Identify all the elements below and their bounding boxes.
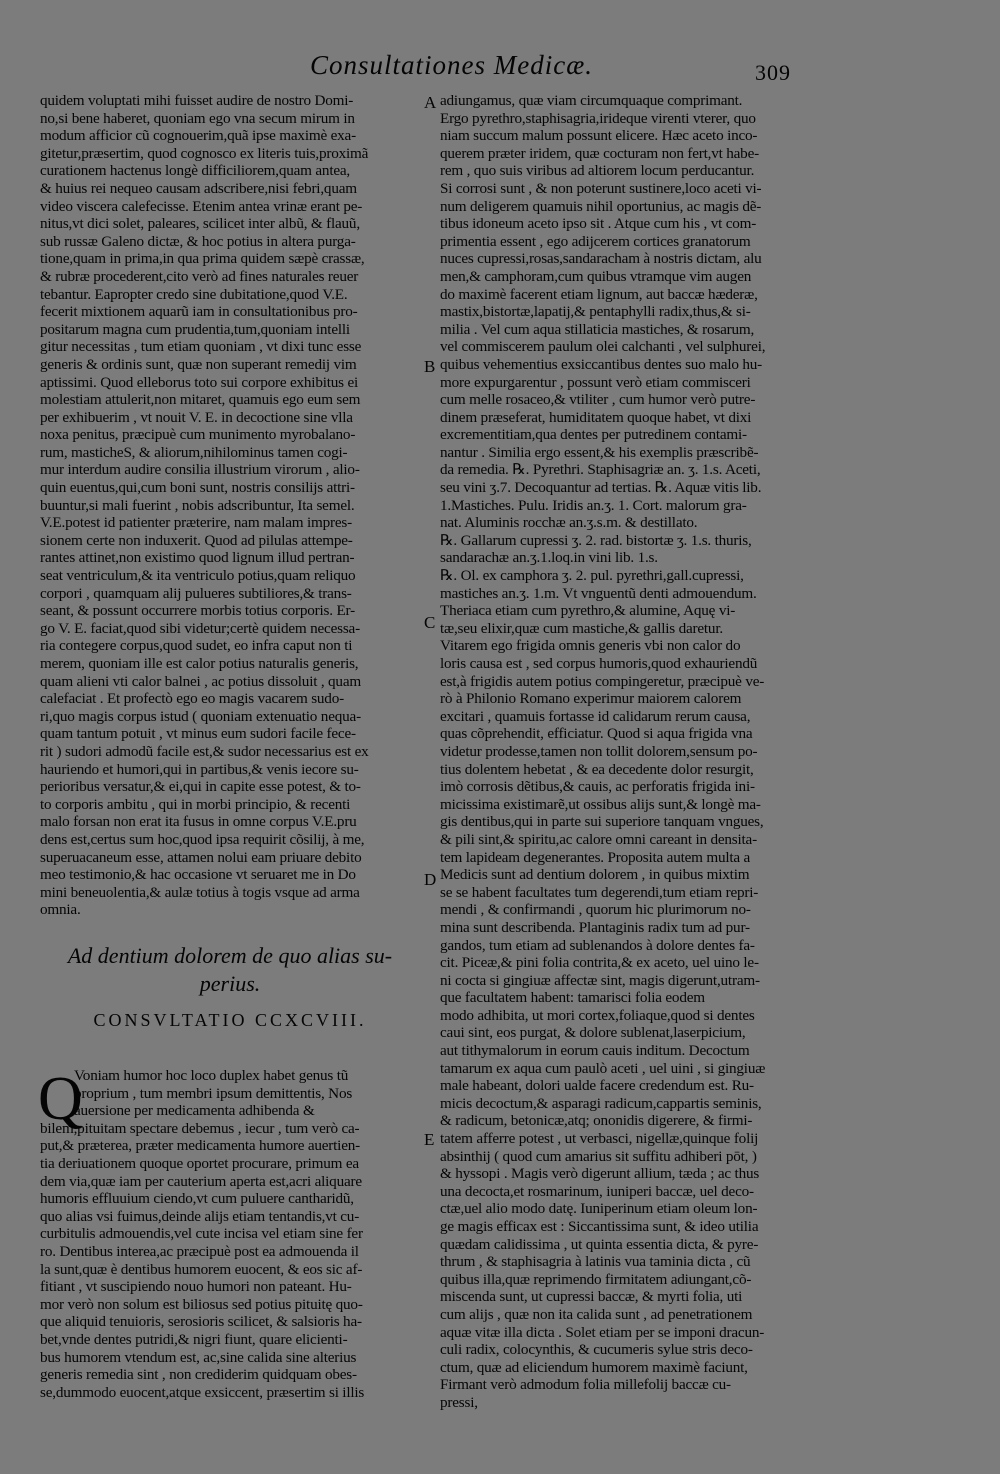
text-line: quidem voluptati mihi fuisset audire de nostro Domi- — [40, 92, 354, 109]
text-line: molestiam attulerit,non mitaret, quamuis ego eum sem — [40, 391, 361, 409]
text-line: tione,quam in prima,in qua prima quidem sæpè crassæ, — [40, 250, 365, 268]
text-line: Ergo pyrethro,staphisagria,irideque virenti vterer, quo — [440, 109, 756, 127]
text-line: ro. Dentibus interea,ac præcipuè post ea admouenda il — [40, 1242, 359, 1260]
right-column-text — [440, 92, 825, 1412]
text-line: micissima existimarẽ,ut ossibus alijs sunt,& longè ma- — [440, 795, 761, 813]
text-line: rantes attinet,non existimo quod lignum illud pertran- — [40, 549, 355, 567]
text-line: nuces cupressi,rosas,sandaracham à nostris dictam, alu — [440, 250, 762, 268]
text-line: aptissimi. Quod elleborus toto sui corpore exhibitus ei — [40, 373, 359, 391]
text-line: fitiant , vt suscipiendo nouo humori non pateant. Hu- — [40, 1278, 352, 1296]
text-line: noxa penitus, præcipuè cum munimento myrobalano- — [40, 426, 356, 444]
text-line: more expurgarentur , possunt verò etiam commisceri — [440, 373, 751, 391]
text-line: tibus idoneum aceto ipso sit . Atque cum his , vt com- — [440, 215, 757, 233]
text-line: excitari , quamuis fortasse id calidarum rerum causa, — [440, 707, 751, 725]
text-line: mur interdum audire consilia illustrium virorum , alio- — [40, 461, 360, 479]
text-line: se,dummodo euocent,atque exsiccent, præsertim si illis — [40, 1383, 365, 1401]
text-line: ℞. Ol. ex camphora ʒ. 2. pul. pyrethri,gall.cupressi, — [440, 567, 744, 585]
text-line: la sunt,quæ è dentibus humorem euocent, & eos sic af- — [40, 1260, 363, 1278]
text-line: Theriaca etiam cum pyrethro,& alumine, Aquę vi- — [440, 602, 736, 620]
text-line: merem, quoniam ille est calor potius naturalis generis, — [40, 655, 359, 672]
text-line: adiungamus, quæ viam circumquaque comprimant. — [440, 92, 743, 109]
text-line: cum melle rosaceo,& vtiliter , cum humor verò putre- — [440, 391, 756, 409]
consultation-heading: CONSVLTATIO CCXCVIII. — [93, 1010, 367, 1030]
text-line: dem via,quæ iam per cauterium aperta est,acri aliquare — [40, 1172, 362, 1190]
text-line: fecerit mixtionem aquarũ iam in consultationibus pro- — [40, 303, 358, 321]
margin-letter-a: A — [424, 93, 437, 112]
text-line: que aliquid tenuioris, serosioris scilicet, & salsioris ha- — [40, 1313, 362, 1331]
text-line: Medicis sunt ad dentium dolorem , in quibus mixtim — [440, 866, 750, 884]
text-line: Firmant verò admodum folia millefolij baccæ cu- — [440, 1376, 731, 1394]
text-line: quo alias vsi fuimus,deinde alijs etiam tentandis,vt cu- — [40, 1207, 360, 1225]
text-line: seant, & possunt occurrere morbis totius corporis. Er- — [40, 602, 355, 620]
text-line: video viscera calefecisse. Etenim antea vrinæ erant pe- — [40, 197, 363, 215]
text-line: & pili sint,& spiritu,ac calore omni careant in densita- — [440, 830, 757, 848]
text-line: quin euentus,qui,cum boni sunt, nostris consilijs attri- — [40, 479, 355, 497]
text-line: curationem hactenus longè difficiliorem,quam antea, — [40, 162, 351, 180]
text-line: rum, masticheS, & aliorum,nihilominus tamen cogi- — [40, 443, 348, 461]
text-line: est,à frigidis autem potius compingeretur, præcipuè ve- — [440, 672, 765, 690]
text-line: se se habent facultates tum degerendi,tum etiam repri- — [440, 883, 759, 901]
text-line: miscenda sunt, ut cupressi baccæ, & myrti folia, uti — [440, 1288, 743, 1306]
text-line: omnia. — [40, 901, 81, 919]
text-line: absinthij ( quod cum amarius sit suffitu adhiberi pōt, ) — [440, 1147, 757, 1165]
text-line: pressi, — [440, 1393, 478, 1411]
text-line: gitetur,præsertim, quod cognosco ex literis tuis,proximã — [40, 144, 369, 162]
drop-cap: Q — [38, 1065, 83, 1133]
text-line: bet,vnde dentes putridi,& nigri fiunt, quare elicienti- — [40, 1330, 348, 1348]
text-line: & hyssopi . Magis verò digerunt allium, tæda ; ac thus — [440, 1165, 760, 1183]
text-line: gis dentibus,qui in parte sui superiore tanquam vngues, — [440, 813, 764, 831]
text-line: male habeant, dolori ualde facere credendum est. Ru- — [440, 1077, 754, 1095]
text-line: mendi , & confirmandi , quorum hic plurimorum no- — [440, 901, 751, 919]
text-line: & huius rei nequeo causam adscribere,nisi febri,quam — [40, 179, 357, 197]
text-line: una decocta,et rosmarinum, iuniperi baccæ, uel deco- — [440, 1182, 754, 1200]
text-line: perioribus versatur,& ei,qui in capite esse potest, & to- — [40, 778, 361, 796]
text-line: go V. E. faciat,quod sibi videtur;certè quidem necessa- — [40, 619, 360, 637]
text-line: cum alijs , quæ non ita calida sunt , ad penetrationem — [440, 1305, 753, 1323]
text-line: caui sint, eos purgat, & dolore sublenat,laserpicium, — [440, 1024, 746, 1042]
text-line: Voniam humor hoc loco duplex habet genus tũ — [74, 1067, 349, 1084]
text-line: meo testimonio,& hac occasione vt seruaret me in Do — [40, 866, 356, 884]
text-line: proprium , tum membri ipsum demittentis, Nos — [74, 1084, 353, 1102]
text-line: tem lapideam degenerantes. Proposita autem multa a — [440, 848, 751, 866]
text-line: num deligerem quamuis nihil oportunius, ac magis dẽ- — [440, 197, 762, 215]
margin-letter-e: E — [424, 1130, 435, 1149]
text-line: quam tantum potuit , vt minus eum sudori facile fece- — [40, 725, 356, 743]
section-title-line: Ad dentium dolorem de quo alias su- — [67, 943, 393, 968]
text-line: ri,quo magis corpus istud ( quoniam extenuatio nequa- — [40, 707, 361, 725]
page-number: 309 — [755, 60, 791, 85]
text-line: corpori , quamquam alij pulueres subtiliores,& trans- — [40, 584, 352, 602]
text-line: imò corrosis dẽtibus,& cauis, ac perforatis frigida ini- — [440, 778, 755, 796]
text-line: put,& præterea, præter medicamenta humore auertien- — [40, 1137, 360, 1155]
text-line: curbitulis admouendis,vel cute incisa vel etiam sine fer — [40, 1225, 363, 1243]
text-line: buuntur,si mali fuerint , nobis adscribuntur, Ita semel. — [40, 496, 355, 514]
text-line: mor verò non solum est biliosus sed potius pituitę quo- — [40, 1295, 363, 1313]
text-line: aut tithymalorum in eorum cauis inditum. Decoctum — [440, 1042, 750, 1060]
text-line: hauriendo et humori,qui in partibus,& venis iecore su- — [40, 760, 359, 778]
text-line: auersione per medicamenta adhibenda & — [74, 1102, 315, 1120]
text-line: thrum , & staphisagria à latinis vua taminia dicta , cũ — [440, 1253, 751, 1271]
text-line: da remedia. ℞. Pyrethri. Staphisagriæ an. ʒ. 1.s. Aceti, — [440, 461, 761, 479]
text-line: tebantur. Eapropter credo sine dubitatione,quod V.E. — [40, 285, 348, 303]
text-line: quibus illa,quæ reprimendo firmitatem adiungant,cõ- — [440, 1270, 752, 1288]
text-line: excrementitiam,qua dentes per putredinem contami- — [440, 426, 747, 444]
text-line: tia deriuationem quoque oportet procurare, primum ea — [40, 1154, 359, 1172]
text-line: per exhibuerim , vt nouit V. E. in decoctione sine vlla — [40, 408, 353, 426]
text-line: Vitarem ego frigida omnis generis vbi non calor do — [440, 637, 741, 655]
text-line: videtur prodesse,tamen non tollit dolorem,sensum po- — [440, 742, 758, 760]
text-line: seat ventriculum,& ita ventriculo potius,quam reliquo — [40, 567, 356, 585]
text-line: rit ) sudori admodũ facile est,& sudor necessarius est ex — [40, 742, 369, 760]
running-title: Consultationes Medicæ. — [310, 50, 593, 80]
text-line: do maximè facerent etiam lignum, aut baccæ hæderæ, — [440, 285, 758, 303]
text-line: sub russæ Galeno dictæ, & hoc potius in altera purga- — [40, 232, 356, 250]
text-line: tatem afferre potest , ut verbasci, nigellæ,quinque folij — [440, 1130, 759, 1148]
text-line: modum afficior cũ cognouerim,quã ipse maximè exa- — [40, 127, 356, 145]
text-line: rò à Philonio Romano experimur maiorem calorem — [440, 690, 742, 708]
text-line: gandos, tum etiam ad sublenandos à dolore dentes fa- — [440, 936, 755, 954]
text-line: ℞. Gallarum cupressi ʒ. 2. rad. bistortæ ʒ. 1.s. thuris, — [440, 531, 752, 549]
text-line: tamarum ex aqua cum paulò aceti , uel uini , si gingiuæ — [440, 1059, 766, 1077]
section-title — [40, 942, 420, 998]
text-line: ctum, quæ ad eliciendum humorem maximè faciunt, — [440, 1358, 748, 1376]
text-line: malo forsan non erat ita fusus in omne corpus V.E.pru — [40, 813, 357, 831]
text-line: gitur necessitas , tum etiam quoniam , vt dixi tunc esse — [40, 338, 362, 356]
text-line: vel commiscerem paulum olei calchanti , vel sulphurei, — [440, 338, 766, 356]
text-line: seu vini ʒ.7. Decoquantur ad tertias. ℞. Aquæ vitis lib. — [440, 479, 762, 497]
left-column-bottom-text — [40, 1067, 420, 1401]
text-line: humoris effluuium ciendo,vt cum puluere cantharidũ, — [40, 1190, 354, 1208]
text-line: bilem,pituitam spectare debemus , iecur , tum verò ca- — [40, 1119, 360, 1137]
text-line: ria contegere corpus,quod sudet, eo infra caput non ti — [40, 637, 353, 655]
text-line: Si corrosi sunt , & non poterunt sustinere,loco aceti vi- — [440, 179, 762, 197]
text-line: dens est,certus sum hoc,quod ipsa requirit cõsilij, à me, — [40, 830, 365, 848]
text-line: superuacaneum esse, attamen nolui eam priuare debito — [40, 848, 362, 866]
text-line: modo adhibita, ut mori cortex,foliaque,quod si dentes — [440, 1006, 755, 1024]
text-line: no,si bene haberet, quoniam ego vna secum mirum in — [40, 109, 355, 127]
text-line: nat. Aluminis rocchæ an.ʒ.s.m. & destillato. — [440, 514, 698, 532]
text-line: milia . Vel cum aqua stillaticia mastiches, & rosarum, — [440, 320, 755, 338]
text-line: & rubræ procederent,cito verò ad fines naturales reuer — [40, 267, 359, 285]
section-title-line: perius. — [199, 971, 261, 996]
text-line: niam succum malum possunt elicere. Hæc aceto inco- — [440, 127, 758, 145]
text-line: micis decoctum,& asparagi radicum,cappartis seminis, — [440, 1094, 762, 1112]
text-line: ni cocta si gingiuæ affectæ sint, magis digerunt,utram- — [440, 971, 760, 989]
text-line: mastix,bistortæ,lapatij,& pentaphylli radix,thus,& si- — [440, 303, 751, 321]
text-line: ctæ,uel alio modo datę. Iuniperinum etiam oleum lon- — [440, 1200, 758, 1218]
text-line: quædam calidissima , ut quinta essentia dicta, & pyre- — [440, 1235, 759, 1253]
text-line: sandarachæ an.ʒ.1.loq.in vini lib. 1.s. — [440, 549, 658, 567]
text-line: mina sunt describenda. Plantaginis radix tum ad pur- — [440, 918, 750, 936]
margin-letter-d: D — [424, 870, 437, 889]
text-line: to corporis ambitu , qui in morbi principio, & recenti — [40, 795, 351, 813]
margin-letter-c: C — [424, 613, 436, 632]
text-line: mini beneuolentia,& aulæ totius à togis vsque ad arma — [40, 883, 360, 901]
text-line: culi radix, colocynthis, & cucumeris sylue stris deco- — [440, 1341, 753, 1359]
text-line: primentia essent , ego adijcerem cortices granatorum — [440, 232, 751, 250]
text-line: ge magis efficax est : Siccantissima sunt, & ideo utilia — [440, 1218, 759, 1235]
text-line: calefaciat . Et profectò ego eo magis vacarem sudo- — [40, 690, 344, 708]
text-line: que facultatem habent: tamarisci folia eodem — [440, 989, 705, 1007]
text-line: men,& camphoram,cum quibus vtramque vim augen — [440, 267, 752, 285]
text-line: bus humorem vtendum est, ac,sine calida sine alterius — [40, 1348, 357, 1366]
left-column-top-text — [40, 92, 420, 919]
text-line: 1.Mastiches. Pulu. Iridis an.ʒ. 1. Cort. malorum gra- — [440, 496, 747, 514]
text-line: tius dolentem hebetat , & ea decedente dolor resurgit, — [440, 760, 754, 778]
text-line: nantur . Similia ergo essent,& his exemplis præscribẽ- — [440, 443, 759, 461]
text-line: rem , quo suis viribus ad altiorem locum perducantur. — [440, 162, 755, 180]
text-line: quam alieni vti calor balnei , ac potius dissoluit , quam — [40, 672, 361, 690]
text-line: V.E.potest id patienter præterire, nam malam impres- — [40, 514, 352, 532]
text-line: generis remedia sint , non crediderim quidquam obes- — [40, 1366, 357, 1384]
margin-letter-b: B — [424, 357, 436, 376]
text-line: tæ,seu elixir,quæ cum mastiche,& gallis daretur. — [440, 619, 723, 637]
text-line: mastiches an.ʒ. 1.m. Vt vnguentũ denti admouendum. — [440, 584, 757, 602]
text-line: quibus vehementius exsiccantibus dentes suo malo hu- — [440, 355, 762, 373]
text-line: & radicum, betonicæ,atq; ononidis digerere, & firmi- — [440, 1112, 753, 1130]
text-line: cit. Piceæ,& pini folia contrita,& ex aceto, uel uino le- — [440, 954, 759, 972]
text-line: querem præter iridem, quæ cocturam non fert,vt habe- — [440, 144, 759, 162]
text-line: dinem præseferat, humiditatem quoque habet, vt dixi — [440, 408, 752, 426]
text-line: quas cõprehendit, efficiatur. Quod si aqua frigida vna — [440, 725, 753, 743]
text-line: positarum magna cum prudentia,tum,quoniam intelli — [40, 320, 350, 338]
text-line: loris causa est , sed corpus humoris,quod exhauriendũ — [440, 655, 758, 672]
text-line: sionem certe non induxerit. Quod ad pilulas attempe- — [40, 531, 353, 549]
text-line: aquæ vitæ illa dicta . Solet etiam per se imponi dracun- — [440, 1323, 765, 1341]
text-line: nitus,vt dici solet, paleares, scilicet inter albũ, & flauũ, — [40, 215, 360, 233]
text-line: generis & ordinis sunt, quæ non superant remedij vim — [40, 355, 357, 373]
